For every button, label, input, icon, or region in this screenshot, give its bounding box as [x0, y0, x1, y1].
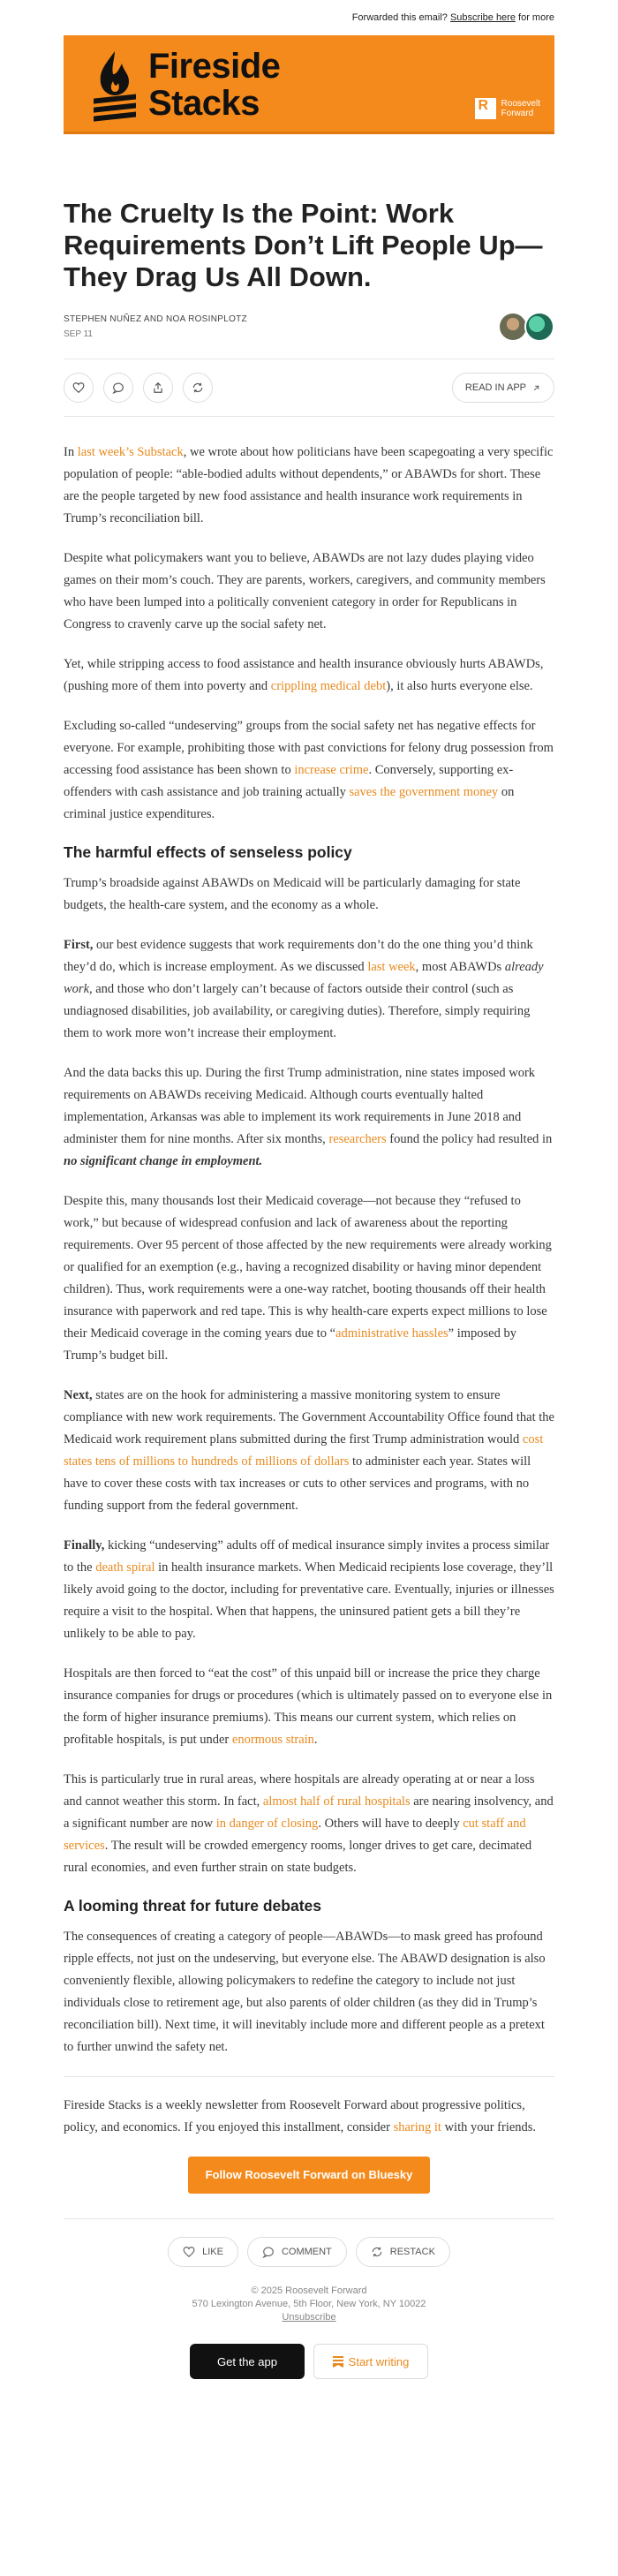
unsubscribe-link[interactable]: Unsubscribe: [282, 2312, 336, 2323]
inline-link[interactable]: administrative hassles: [335, 1326, 448, 1341]
comment-button[interactable]: [103, 373, 133, 403]
inline-link[interactable]: increase crime: [294, 763, 369, 777]
brand-line-2: Stacks: [148, 84, 260, 123]
subscribe-link[interactable]: Subscribe here: [449, 12, 516, 23]
comment-button[interactable]: [247, 2237, 347, 2267]
partner-line-1: Roosevelt: [501, 99, 540, 109]
paragraph: Despite what policymakers want you to believe, ABAWDs are not lazy dudes playing video games on their mom’s couch. They are parents, workers, caregivers, and community members who have been lumped into a politically convenient category in order for Republicans in Congress to cravenly carve up the social safety net.: [64, 551, 546, 631]
get-app-button[interactable]: Get the app: [190, 2344, 305, 2379]
inline-link[interactable]: crippling medical debt: [270, 679, 387, 693]
inline-link[interactable]: death spiral: [95, 1560, 155, 1575]
newsletter-banner: [64, 35, 554, 134]
brand-line-1: Fireside: [148, 47, 281, 86]
restack-icon: [371, 2246, 383, 2258]
footer-buttons: [64, 2344, 554, 2402]
inline-link[interactable]: cost states tens of millions to hundreds of millions of dollars: [64, 1432, 544, 1469]
paragraph: The consequences of creating a category of people—ABAWDs—to mask greed has profound ripple effects, not just on the undeserving, but everyone else. The ABAWD designation is also conveniently flexible, allowing policymakers to redefine the category to include not just individuals close to retirement age, but also parents of older children (as they did in Trump’s reconciliation bill). Next time, it will inevitably include more and different people as a pretext to further unwind the safety net.: [64, 1930, 546, 2054]
restack-icon: [192, 381, 204, 394]
address: 570 Lexington Avenue, 5th Floor, New York, NY 10022: [192, 2299, 426, 2309]
start-writing-label: Start writing: [348, 2354, 410, 2368]
share-icon: [152, 381, 164, 394]
for-more-text: for more: [518, 12, 554, 23]
byline-row: [64, 309, 554, 344]
inline-link[interactable]: almost half of rural hospitals: [262, 1794, 411, 1809]
forward-text: Forwarded this email?: [351, 12, 448, 23]
substack-icon: [333, 2356, 343, 2368]
share-button[interactable]: [143, 373, 173, 403]
publish-date: SEP 11: [64, 329, 93, 339]
external-link-icon: [531, 383, 541, 393]
like-label: LIKE: [202, 2247, 223, 2257]
bottom-actions: [64, 2218, 554, 2267]
inline-link[interactable]: last week: [367, 960, 416, 974]
author-avatar[interactable]: [498, 312, 528, 342]
paragraph: Despite this, many thousands lost their Medicaid coverage—not because they “refused to work,” but because of widespread confusion and lack of awareness about the reporting requirements. Over 95 percent of those affected by the new requirements were already working or qualified for an exemption (e.g., having a recognized disability or having minor dependent children). Thus, work requirements were a one-way ratchet, booting thousands off their health insurance with paperwork and red tape. This is why health-care experts expect millions to lose their Medicaid coverage in the coming years due to “administrative hassles” imposed by Trump’s budget bill.: [64, 1194, 552, 1363]
comment-icon: [262, 2246, 275, 2258]
post-actions: [64, 359, 554, 417]
brand-name: [148, 48, 280, 122]
comment-icon: [112, 381, 124, 394]
fireside-flame-icon: [90, 48, 139, 122]
section-heading: A looming threat for future debates: [64, 1897, 322, 1915]
inline-link[interactable]: enormous strain: [231, 1733, 314, 1747]
read-in-app-label: READ IN APP: [464, 382, 526, 393]
paragraph: Next, states are on the hook for administering a massive monitoring system to ensure compliance with new work requirements. The Government Accountability Office found that the Medicaid work requirement plans submitted during the first Trump administration would cost states tens of millions to hundreds of millions of dollars to administer each year. States will have to cover these costs with tax increases or cuts to other services and programs, with no funding support from the federal government.: [64, 1388, 554, 1513]
like-button[interactable]: [168, 2237, 238, 2267]
roosevelt-mark-icon: [475, 98, 496, 119]
paragraph: In last week’s Substack, we wrote about how politicians have been scapegoating a very specific population of people: “able-bodied adults without dependents,” or ABAWDs for short. These are the people targeted by new food assistance and health insurance work requirements in Trump’s reconciliation bill.: [64, 445, 554, 525]
read-in-app-button[interactable]: [452, 373, 554, 403]
article-body: [64, 442, 554, 2139]
inline-link[interactable]: in danger of closing: [215, 1817, 319, 1831]
copyright: © 2025 Roosevelt Forward: [251, 2285, 367, 2296]
paragraph: Trump’s broadside against ABAWDs on Medicaid will be particularly damaging for state budgets, the health-care system, and the economy as a whole.: [64, 876, 521, 912]
restack-button[interactable]: [183, 373, 213, 403]
paragraph: First, our best evidence suggests that work requirements don’t do the one thing you’d think they’d do, which is increase employment. As we discussed last week, most ABAWDs already work, and those who don’t largely can’t because of factors outside their control (such as undiagnosed disabilities, job availability, or caregiving duties). Therefore, simply requiring them to work more won’t increase their employment.: [64, 938, 544, 1040]
start-writing-button[interactable]: [313, 2344, 428, 2379]
heart-icon: [183, 2246, 195, 2258]
footer: [64, 2285, 554, 2324]
paragraph: Yet, while stripping access to food assistance and health insurance obviously hurts ABAWDs, (pushing more of them into poverty and crippling medical debt), it also hurts everyone else.: [64, 657, 544, 693]
paragraph: And the data backs this up. During the first Trump administration, nine states imposed work requirements on ABAWDs receiving Medicaid. Although courts eventually halted implementation, Arkansas was able to implement its work requirements in June 2018 and administer them for nine months. After six months, researchers found the policy had resulted in no significant change in employment.: [64, 1066, 553, 1168]
forward-notice: [0, 0, 618, 35]
restack-button[interactable]: [356, 2237, 450, 2267]
roosevelt-forward-logo: [475, 98, 540, 119]
follow-bluesky-button[interactable]: Follow Roosevelt Forward on Bluesky: [188, 2157, 430, 2194]
inline-link[interactable]: cut staff and services: [64, 1817, 526, 1853]
paragraph: This is particularly true in rural areas, where hospitals are already operating at or near a loss and cannot weather this storm. In fact, almost half of rural hospitals are nearing insolvency, and a significant number are now in danger of closing. Others will have to deeply cut staff and services. The result will be crowded emergency rooms, longer drives to get care, decimated rural economies, and even further strain on state budgets.: [64, 1772, 554, 1875]
divider: [64, 2076, 554, 2077]
inline-link[interactable]: saves the government money: [349, 785, 499, 799]
inline-link[interactable]: researchers: [328, 1132, 387, 1146]
partner-line-2: Forward: [501, 109, 534, 118]
inline-link[interactable]: last week’s Substack: [77, 445, 184, 459]
paragraph: Excluding so-called “undeserving” groups from the social safety net has negative effects for everyone. For example, prohibiting those with past convictions for felony drug possession from accessing food assistance has been shown to increase crime. Conversely, supporting ex-offenders with cash assistance and job training actually saves the government money on criminal justice expenditures.: [64, 719, 554, 821]
comment-label: COMMENT: [281, 2247, 332, 2257]
article-title[interactable]: The Cruelty Is the Point: Work Requirements Don’t Lift People Up—They Drag Us All Down.: [64, 198, 543, 292]
restack-label: RESTACK: [389, 2247, 435, 2257]
section-heading: The harmful effects of senseless policy: [64, 843, 352, 861]
inline-link[interactable]: sharing it: [393, 2120, 441, 2134]
author-names[interactable]: STEPHEN NUÑEZ AND NOA ROSINPLOTZ: [64, 314, 247, 324]
roosevelt-mark-letter: R: [478, 98, 489, 113]
paragraph: Fireside Stacks is a weekly newsletter from Roosevelt Forward about progressive politics, policy, and economics. If you enjoyed this installment, consider sharing it with your friends.: [64, 2098, 537, 2134]
like-button[interactable]: [64, 373, 94, 403]
author-avatar[interactable]: [524, 312, 554, 342]
paragraph: Hospitals are then forced to “eat the cost” of this unpaid bill or increase the price they charge insurance companies for drugs or procedures (which is ultimately passed on to everyone else in the form of higher insurance premiums). This means our current system, which relies on profitable hospitals, is put under enormous strain.: [64, 1666, 553, 1747]
heart-icon: [72, 381, 85, 394]
paragraph: Finally, kicking “undeserving” adults off of medical insurance simply invites a process similar to the death spiral in health insurance markets. When Medicaid recipients lose coverage, they’ll likely avoid going to the doctor, including for preventative care. Eventually, injuries or illnesses require a visit to the hospital. When that happens, the uninsured patient gets a bill they’re unlikely to be able to pay.: [64, 1538, 554, 1641]
